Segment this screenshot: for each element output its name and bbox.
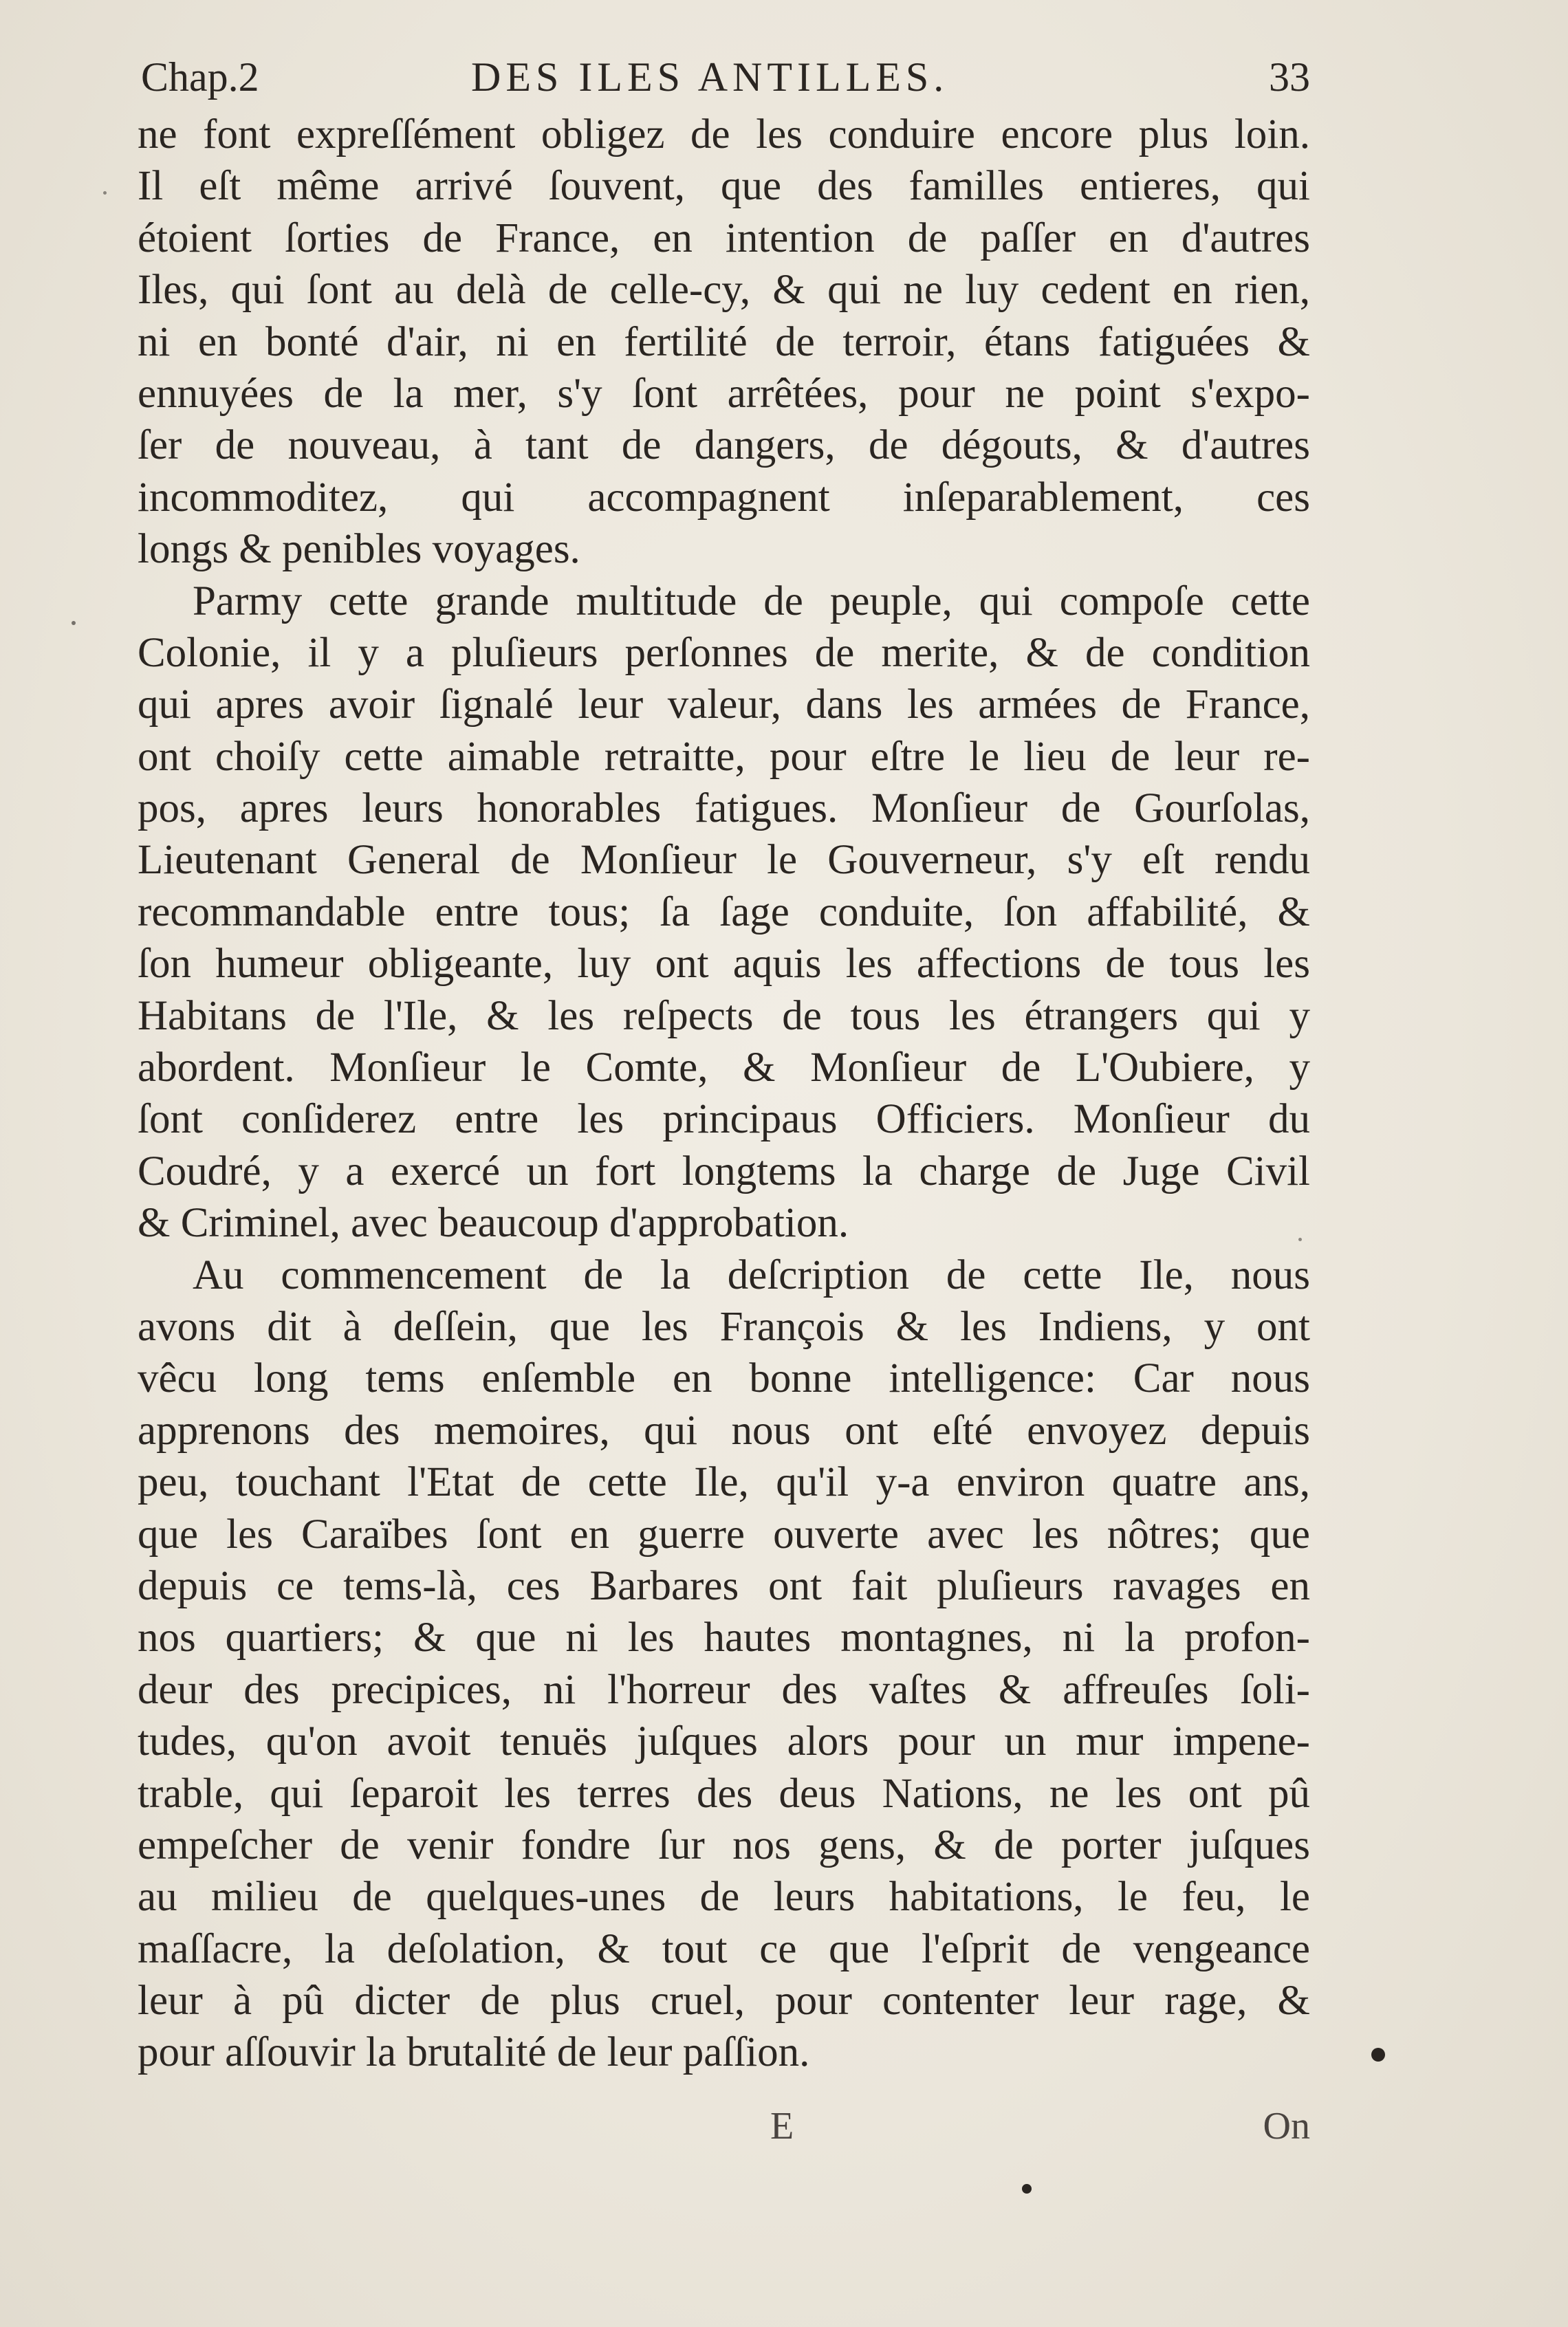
ink-speck: [1298, 1238, 1302, 1241]
text-line: étoient ſorties de France, en intention de paſſer en d'autres: [138, 215, 1310, 261]
text-line: recommandable entre tous; ſa ſage conduite, ſon affabilité, &: [138, 888, 1310, 935]
running-header: [141, 50, 1310, 105]
paragraph-start-line: Au commencement de la deſcription de cette Ile, nous: [193, 1252, 1310, 1298]
page-footer: [138, 2099, 1310, 2154]
text-line: qui apres avoir ſignalé leur valeur, dans les armées de France,: [138, 681, 1310, 728]
catchword: On: [1263, 2105, 1310, 2148]
text-line: depuis ce tems-là, ces Barbares ont fait pluſieurs ravages en: [138, 1562, 1310, 1609]
text-line: maſſacre, la deſolation, & tout ce que l'eſprit de vengeance: [138, 1925, 1310, 1972]
text-line: longs & penibles voyages.: [138, 526, 580, 573]
paragraph-start-line: Parmy cette grande multitude de peuple, qui compoſe cette: [193, 578, 1310, 624]
text-line: empeſcher de venir fondre ſur nos gens, & de porter juſques: [138, 1822, 1310, 1868]
text-line: leur à pû dicter de plus cruel, pour contenter leur rage, &: [138, 1978, 1310, 2024]
text-line: incommoditez, qui accompagnent inſeparablement, ces: [138, 474, 1310, 521]
text-line: ennuyées de la mer, s'y ſont arrêtées, pour ne point s'expo-: [138, 370, 1310, 417]
text-line: Iles, qui ſont au delà de celle-cy, & qui ne luy cedent en rien,: [138, 267, 1310, 314]
text-line: ſer de nouveau, à tant de dangers, de dégouts, & d'autres: [138, 422, 1310, 469]
text-line: Lieutenant General de Monſieur le Gouverneur, s'y eſt rendu: [138, 837, 1310, 884]
text-line: Colonie, il y a pluſieurs perſonnes de merite, & de condition: [138, 629, 1310, 676]
text-line: apprenons des memoires, qui nous ont eſté envoyez depuis: [138, 1407, 1310, 1454]
body-text: [138, 109, 1310, 2079]
ink-speck: [72, 621, 76, 625]
text-line: avons dit à deſſein, que les François & les Indiens, y ont: [138, 1303, 1310, 1350]
page-number: 33: [1269, 54, 1310, 100]
ink-speck: [1371, 2048, 1385, 2062]
text-line: Habitans de l'Ile, & les reſpects de tous les étrangers qui y: [138, 992, 1310, 1039]
text-line: ne font expreſſément obligez de les conduire encore plus loin.: [138, 111, 1310, 157]
text-line: pour aſſouvir la brutalité de leur paſſion.: [138, 2029, 810, 2076]
ink-speck: [103, 191, 107, 195]
text-line: nos quartiers; & que ni les hautes montagnes, ni la profon-: [138, 1615, 1310, 1661]
text-line: abordent. Monſieur le Comte, & Monſieur de L'Oubiere, y: [138, 1045, 1310, 1091]
text-line: vêcu long tems enſemble en bonne intelligence: Car nous: [138, 1355, 1310, 1402]
text-line: ont choiſy cette aimable retraitte, pour eſtre le lieu de leur re-: [138, 733, 1310, 780]
text-line: trable, qui ſeparoit les terres des deus Nations, ne les ont pû: [138, 1770, 1310, 1817]
text-line: pos, apres leurs honorables fatigues. Monſieur de Gourſolas,: [138, 785, 1310, 832]
signature-mark: E: [770, 2105, 794, 2148]
text-line: deur des precipices, ni l'horreur des vaſtes & affreuſes ſoli-: [138, 1666, 1310, 1713]
text-line: au milieu de quelques-unes de leurs habitations, le feu, le: [138, 1874, 1310, 1921]
text-line: tudes, qu'on avoit tenuës juſques alors pour un mur impene-: [138, 1718, 1310, 1765]
ink-speck: [1022, 2184, 1032, 2194]
text-line: Coudré, y a exercé un fort longtems la charge de Juge Civil: [138, 1148, 1310, 1194]
text-line: ni en bonté d'air, ni en fertilité de terroir, étans fatiguées &: [138, 318, 1310, 365]
running-title: DES ILES ANTILLES.: [471, 54, 949, 100]
text-line: peu, touchant l'Etat de cette Ile, qu'il y-a environ quatre ans,: [138, 1459, 1310, 1506]
text-line: & Criminel, avec beaucoup d'approbation.: [138, 1200, 849, 1247]
text-line: ſont conſiderez entre les principaus Officiers. Monſieur du: [138, 1096, 1310, 1143]
text-line: Il eſt même arrivé ſouvent, que des familles entieres, qui: [138, 163, 1310, 210]
text-line: ſon humeur obligeante, luy ont aquis les affections de tous les: [138, 941, 1310, 987]
text-line: que les Caraïbes ſont en guerre ouverte avec les nôtres; que: [138, 1511, 1310, 1558]
chapter-label: Chap.2: [141, 54, 259, 100]
